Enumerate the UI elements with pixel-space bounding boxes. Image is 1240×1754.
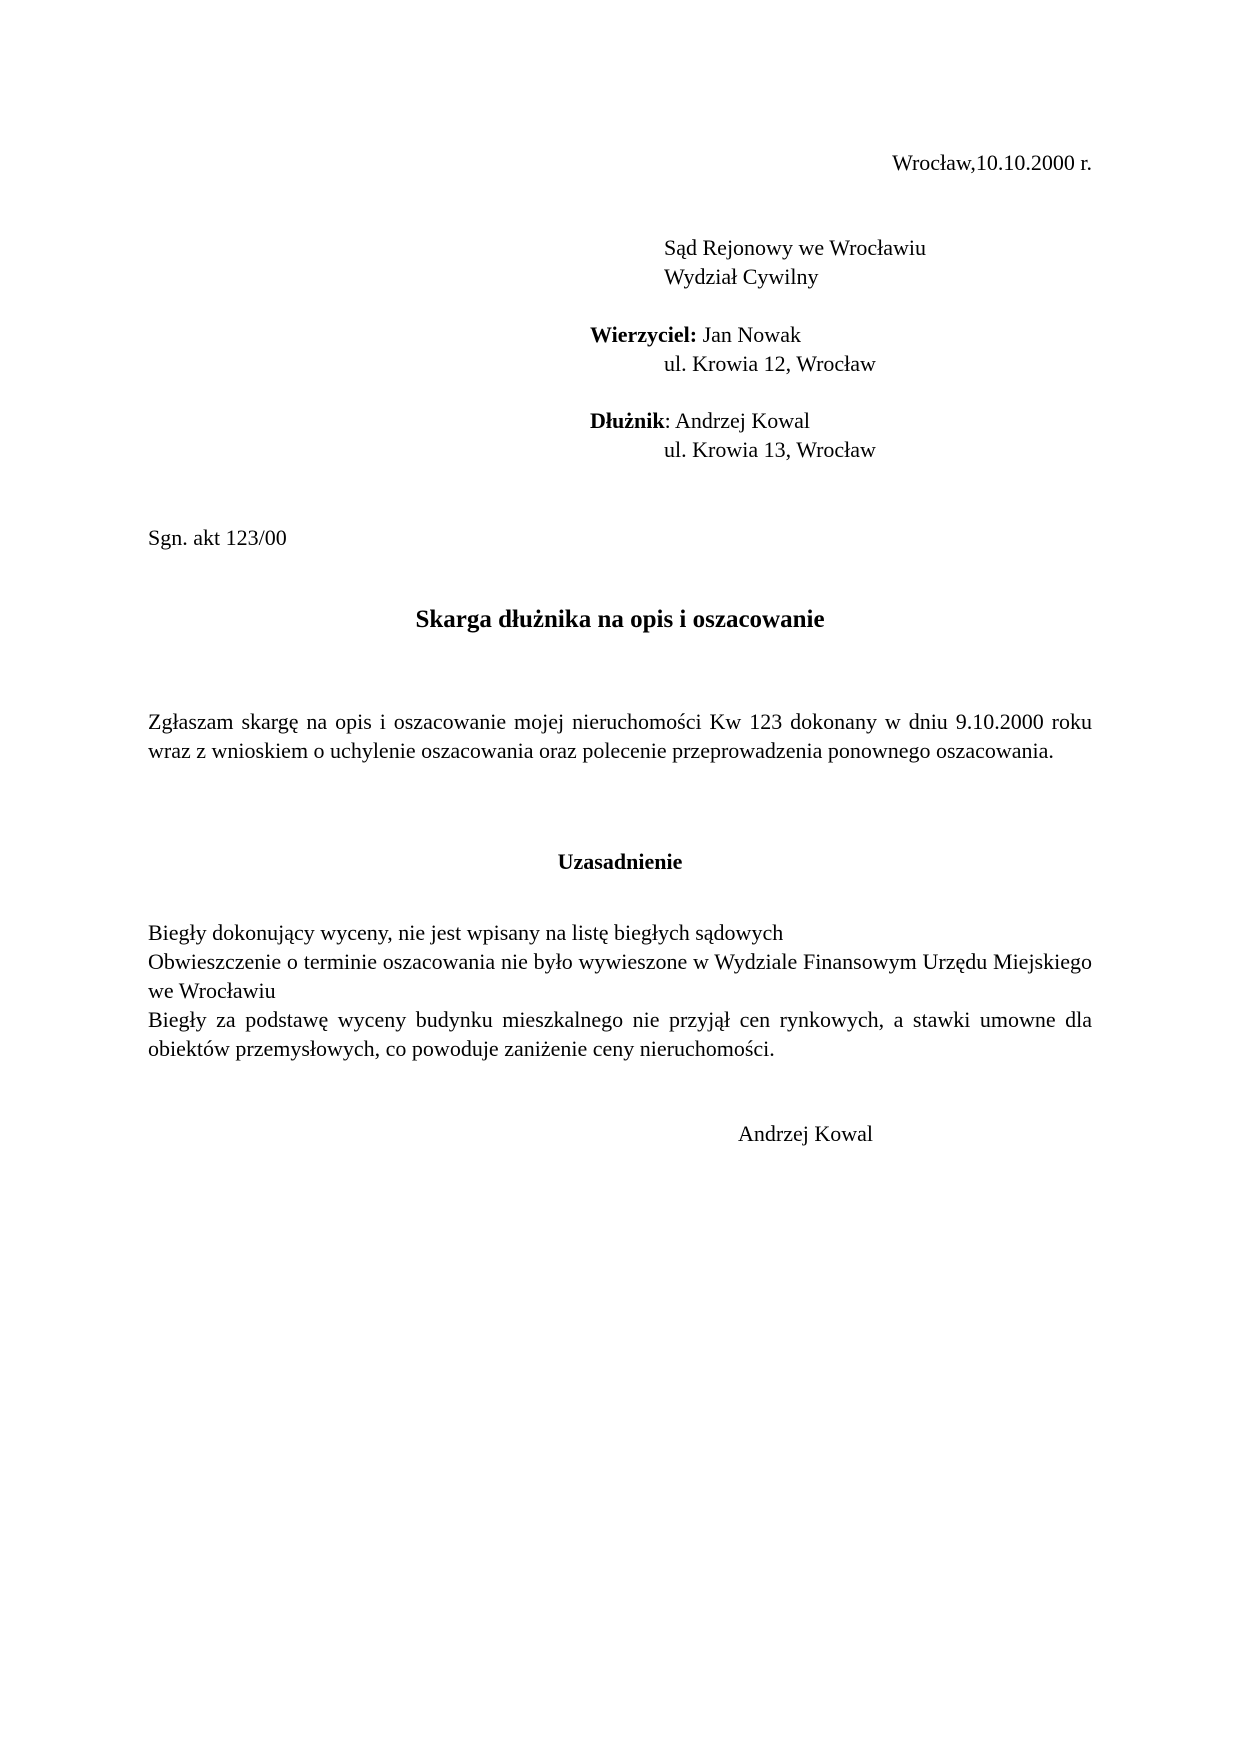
case-reference: Sgn. akt 123/00 bbox=[148, 525, 287, 550]
court-name: Sąd Rejonowy we Wrocławiu bbox=[664, 235, 927, 260]
debtor-label: Dłużnik bbox=[590, 408, 665, 433]
place-date: Wrocław,10.10.2000 r. bbox=[892, 150, 1092, 175]
creditor-line bbox=[590, 320, 950, 349]
justification-heading: Uzasadnienie bbox=[557, 849, 683, 874]
justification-point: Biegły dokonujący wyceny, nie jest wpisany na listę biegłych sądowych bbox=[148, 920, 784, 945]
claim-paragraph: Zgłaszam skargę na opis i oszacowanie mojej nieruchomości Kw 123 dokonany w dniu 9.10.2000 roku wraz z wnioskiem o uchylenie oszacowania oraz polecenie przeprowadzenia ponownego oszacowania. bbox=[148, 709, 1092, 763]
creditor-name: Jan Nowak bbox=[702, 322, 801, 347]
justification-point: Biegły za podstawę wyceny budynku mieszkalnego nie przyjął cen rynkowych, a stawki umowne dla obiektów przemysłowych, co powoduje zaniżenie ceny nieruchomości. bbox=[148, 1007, 1092, 1061]
debtor-separator: : bbox=[664, 408, 671, 433]
court-division: Wydział Cywilny bbox=[664, 264, 819, 289]
debtor-name: Andrzej Kowal bbox=[675, 408, 811, 433]
justification-point: Obwieszczenie o terminie oszacowania nie było wywieszone w Wydziale Finansowym Urzędu Miejskiego we Wrocławiu bbox=[148, 949, 1092, 1003]
creditor-address: ul. Krowia 12, Wrocław bbox=[664, 351, 876, 376]
debtor-line bbox=[590, 406, 950, 435]
signature: Andrzej Kowal bbox=[738, 1121, 874, 1146]
debtor-address: ul. Krowia 13, Wrocław bbox=[664, 437, 876, 462]
creditor-label: Wierzyciel: bbox=[590, 322, 698, 347]
creditor-block bbox=[590, 320, 950, 378]
document-title: Skarga dłużnika na opis i oszacowanie bbox=[415, 606, 825, 633]
court-address bbox=[664, 233, 926, 291]
justification-points bbox=[148, 918, 1092, 1063]
debtor-block bbox=[590, 406, 950, 464]
